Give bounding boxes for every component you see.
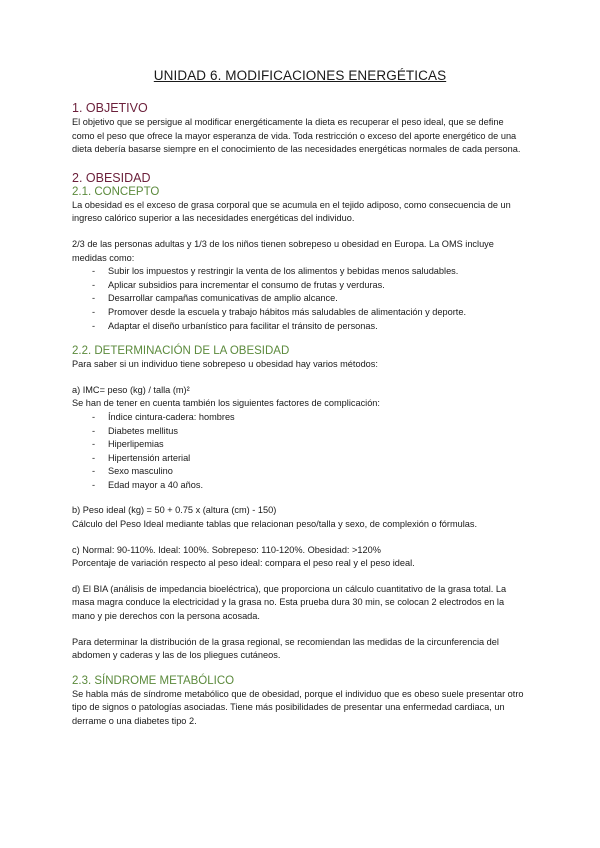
document-title: UNIDAD 6. MODIFICACIONES ENERGÉTICAS [153,68,447,83]
imc-text: Se han de tener en cuenta también los siguientes factores de complicación: [72,398,380,409]
sindrome-paragraph: Se habla más de síndrome metabólico que de obesidad, porque el individuo que es obeso suele presentar otro tipo de signos o patologías asociadas. Tiene más posibilidades de presentar una enfermedad cardiaca, un derrame o una diabetes tipo 2. [72,688,524,726]
list-item: - Diabetes mellitus [92,425,528,439]
list-item: - Desarrollar campañas comunicativas de amplio alcance. [92,292,528,306]
complication-factors-list [72,411,528,493]
porcentaje-text: Porcentaje de variación respecto al peso ideal: compara el peso real y el peso ideal. [72,558,415,569]
imc-formula: a) IMC= peso (kg) / talla (m)² [72,384,190,395]
document-page [72,68,528,729]
list-item: - Índice cintura-cadera: hombres [92,411,528,425]
concepto-paragraph: La obesidad es el exceso de grasa corporal que se acumula en el tejido adiposo, como consecuencia de un ingreso calórico superior a las necesidades energéticas del individuo. [72,199,511,224]
bia-paragraph: d) El BIA (análisis de impedancia bioeléctrica), que proporciona un cálculo cuantitativo de la grasa total. La masa magra conduce la electricidad y la grasa no. Esta prueba dura 30 min, se colocan 2 electrodos en la mano y pie derechos con la persona acosada. [72,583,507,622]
subsection-sindrome-heading: 2.3. SÍNDROME METABÓLICO [72,674,235,687]
section-obesidad-heading: 2. OBESIDAD [72,170,151,185]
oms-measures-list [72,265,528,333]
section-objetivo-heading: 1. OBJETIVO [72,101,148,115]
peso-ideal-text: Cálculo del Peso Ideal mediante tablas que relacionan peso/talla y sexo, de complexión o fórmulas. [72,519,477,530]
subsection-concepto-heading: 2.1. CONCEPTO [72,185,160,198]
list-item: - Promover desde la escuela y trabajo hábitos más saludables de alimentación y deporte. [92,306,528,320]
list-item: - Edad mayor a 40 años. [92,479,528,493]
list-item: - Hipertensión arterial [92,452,528,466]
list-item: - Subir los impuestos y restringir la venta de los alimentos y bebidas menos saludables. [92,265,528,279]
determinacion-intro: Para saber si un individuo tiene sobrepeso u obesidad hay varios métodos: [72,359,378,370]
list-item: - Aplicar subsidios para incrementar el consumo de frutas y verduras. [92,279,528,293]
subsection-determinacion-heading: 2.2. DETERMINACIÓN DE LA OBESIDAD [72,345,290,358]
list-item: - Sexo masculino [92,465,528,479]
peso-ideal-formula: b) Peso ideal (kg) = 50 + 0.75 x (altura (cm) - 150) [72,505,277,516]
list-item: - Hiperlipemias [92,438,528,452]
objetivo-paragraph: El objetivo que se persigue al modificar energéticamente la dieta es recuperar el peso ideal, que se define como el peso que ofrece la mayor esperanza de vida. Toda restricción o exceso del aporte energético de una dieta debería basarse siempre en el conocimiento de las necesidades energéticas normales de cada persona. [72,117,521,155]
grasa-regional-paragraph: Para determinar la distribución de la grasa regional, se recomiendan las medidas de la circunferencia del abdomen y caderas y las de los pliegues cutáneos. [72,636,499,661]
list-item: - Adaptar el diseño urbanístico para facilitar el tránsito de personas. [92,320,528,334]
porcentaje-line: c) Normal: 90-110%. Ideal: 100%. Sobrepeso: 110-120%. Obesidad: >120% [72,544,381,555]
oms-paragraph: 2/3 de las personas adultas y 1/3 de los niños tienen sobrepeso u obesidad en Europa. La OMS incluye medidas como: [72,238,494,263]
